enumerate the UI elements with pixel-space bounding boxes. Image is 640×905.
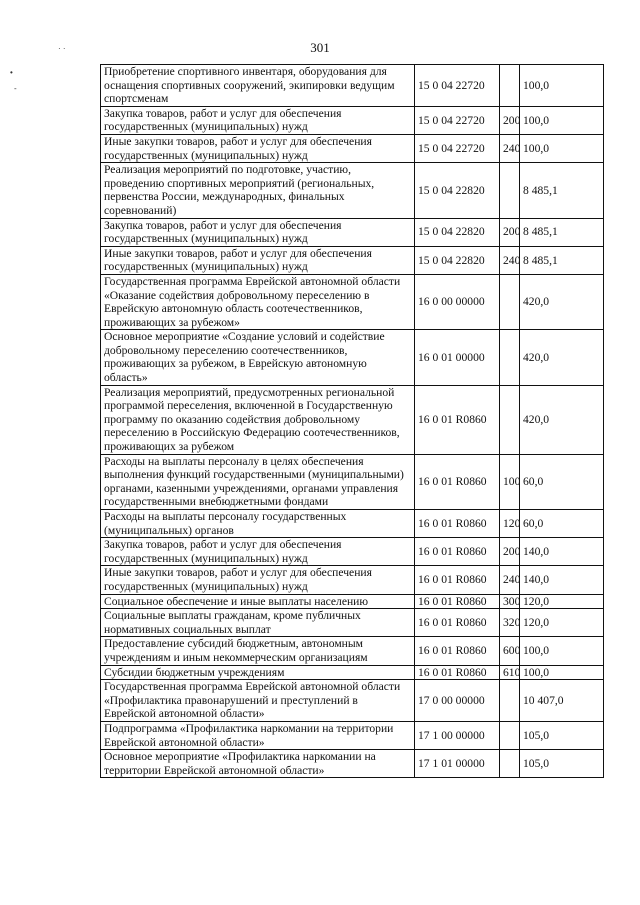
row-name: Закупка товаров, работ и услуг для обеспечения государственных (муниципальных) нужд (101, 106, 415, 134)
row-name: Закупка товаров, работ и услуг для обеспечения государственных (муниципальных) нужд (101, 538, 415, 566)
row-name: Реализация мероприятий, предусмотренных региональной программой переселения, включенной в Государственную программу по оказанию содействия добровольному переселению в Российскую Федерацию соотечественников, проживающих за рубежом (101, 385, 415, 454)
row-name: Подпрограмма «Профилактика наркомании на территории Еврейской автономной области» (101, 721, 415, 749)
row-amount: 420,0 (520, 330, 604, 385)
row-expense-type: 240 (500, 134, 520, 162)
row-expense-type (500, 330, 520, 385)
row-name: Социальное обеспечение и иные выплаты населению (101, 594, 415, 609)
row-expense-type: 200 (500, 106, 520, 134)
row-target-code: 15 0 04 22820 (415, 246, 500, 274)
table-row (101, 330, 604, 385)
row-target-code: 17 1 00 00000 (415, 721, 500, 749)
row-amount: 100,0 (520, 665, 604, 680)
table-row (101, 134, 604, 162)
table-row (101, 106, 604, 134)
row-name: Иные закупки товаров, работ и услуг для обеспечения государственных (муниципальных) нужд (101, 566, 415, 594)
row-expense-type: 100 (500, 454, 520, 509)
row-amount: 120,0 (520, 609, 604, 637)
table-row (101, 246, 604, 274)
row-amount: 100,0 (520, 106, 604, 134)
row-expense-type: 200 (500, 218, 520, 246)
row-amount: 105,0 (520, 721, 604, 749)
row-amount: 8 485,1 (520, 246, 604, 274)
table-row (101, 665, 604, 680)
row-amount: 60,0 (520, 510, 604, 538)
row-amount: 60,0 (520, 454, 604, 509)
row-amount: 120,0 (520, 594, 604, 609)
row-amount: 8 485,1 (520, 163, 604, 218)
row-expense-type (500, 163, 520, 218)
table-row (101, 637, 604, 665)
row-expense-type: 600 (500, 637, 520, 665)
table-row (101, 385, 604, 454)
row-name: Закупка товаров, работ и услуг для обеспечения государственных (муниципальных) нужд (101, 218, 415, 246)
row-expense-type: 240 (500, 246, 520, 274)
table-row (101, 680, 604, 722)
row-name: Социальные выплаты гражданам, кроме публичных нормативных социальных выплат (101, 609, 415, 637)
row-name: Государственная программа Еврейской автономной области «Профилактика правонарушений и преступлений в Еврейской автономной области» (101, 680, 415, 722)
row-name: Приобретение спортивного инвентаря, оборудования для оснащения спортивных сооружений, экипировки ведущим спортсменам (101, 65, 415, 107)
row-target-code: 16 0 01 R0860 (415, 385, 500, 454)
row-expense-type: 610 (500, 665, 520, 680)
row-target-code: 16 0 01 00000 (415, 330, 500, 385)
scan-speck: · · (58, 44, 66, 53)
row-amount: 8 485,1 (520, 218, 604, 246)
row-expense-type (500, 385, 520, 454)
row-expense-type (500, 65, 520, 107)
table-row (101, 538, 604, 566)
table-row (101, 274, 604, 329)
row-name: Государственная программа Еврейской автономной области «Оказание содействия добровольному переселению в Еврейскую автономную область соотечественников, проживающих за рубежом» (101, 274, 415, 329)
row-target-code: 15 0 04 22720 (415, 65, 500, 107)
table-row (101, 750, 604, 778)
row-name: Иные закупки товаров, работ и услуг для обеспечения государственных (муниципальных) нужд (101, 134, 415, 162)
row-amount: 105,0 (520, 750, 604, 778)
row-expense-type: 320 (500, 609, 520, 637)
row-name: Субсидии бюджетным учреждениям (101, 665, 415, 680)
budget-table (100, 64, 604, 778)
row-amount: 100,0 (520, 65, 604, 107)
row-target-code: 16 0 01 R0860 (415, 594, 500, 609)
table-row (101, 163, 604, 218)
row-expense-type: 120 (500, 510, 520, 538)
row-target-code: 15 0 04 22720 (415, 134, 500, 162)
row-expense-type (500, 680, 520, 722)
table-row (101, 510, 604, 538)
row-target-code: 16 0 01 R0860 (415, 538, 500, 566)
row-name: Предоставление субсидий бюджетным, автономным учреждениям и иным некоммерческим организациям (101, 637, 415, 665)
table-row (101, 721, 604, 749)
row-expense-type (500, 721, 520, 749)
row-target-code: 16 0 01 R0860 (415, 665, 500, 680)
row-amount: 140,0 (520, 538, 604, 566)
table-row (101, 594, 604, 609)
row-amount: 100,0 (520, 637, 604, 665)
row-target-code: 16 0 01 R0860 (415, 454, 500, 509)
table-row (101, 218, 604, 246)
row-expense-type (500, 274, 520, 329)
row-target-code: 16 0 01 R0860 (415, 510, 500, 538)
budget-table-body (101, 65, 604, 778)
row-target-code: 16 0 01 R0860 (415, 566, 500, 594)
page-number: 301 (310, 40, 330, 55)
row-name: Иные закупки товаров, работ и услуг для обеспечения государственных (муниципальных) нужд (101, 246, 415, 274)
scan-speck: • (10, 68, 13, 77)
row-target-code: 15 0 04 22820 (415, 163, 500, 218)
row-name: Основное мероприятие «Создание условий и содействие добровольному переселению соотечественников, проживающих за рубежом, в Еврейскую автономную область» (101, 330, 415, 385)
row-target-code: 16 0 01 R0860 (415, 637, 500, 665)
row-amount: 420,0 (520, 385, 604, 454)
row-name: Реализация мероприятий по подготовке, участию, проведению спортивных мероприятий (региональных, первенства России, международных, финальных соревнований) (101, 163, 415, 218)
row-amount: 140,0 (520, 566, 604, 594)
table-row (101, 566, 604, 594)
row-name: Основное мероприятие «Профилактика наркомании на территории Еврейской автономной области» (101, 750, 415, 778)
row-target-code: 16 0 00 00000 (415, 274, 500, 329)
row-name: Расходы на выплаты персоналу в целях обеспечения выполнения функций государственными (муниципальными) органами, казенными учреждениями, органами управления государственными внебюджетными фондами (101, 454, 415, 509)
row-amount: 100,0 (520, 134, 604, 162)
row-expense-type: 300 (500, 594, 520, 609)
row-expense-type: 240 (500, 566, 520, 594)
row-target-code: 16 0 01 R0860 (415, 609, 500, 637)
row-target-code: 15 0 04 22820 (415, 218, 500, 246)
row-name: Расходы на выплаты персоналу государственных (муниципальных) органов (101, 510, 415, 538)
row-expense-type: 200 (500, 538, 520, 566)
row-target-code: 15 0 04 22720 (415, 106, 500, 134)
table-row (101, 454, 604, 509)
row-amount: 10 407,0 (520, 680, 604, 722)
row-target-code: 17 0 00 00000 (415, 680, 500, 722)
scan-speck: - (14, 84, 17, 93)
table-row (101, 609, 604, 637)
row-expense-type (500, 750, 520, 778)
table-row (101, 65, 604, 107)
row-amount: 420,0 (520, 274, 604, 329)
row-target-code: 17 1 01 00000 (415, 750, 500, 778)
